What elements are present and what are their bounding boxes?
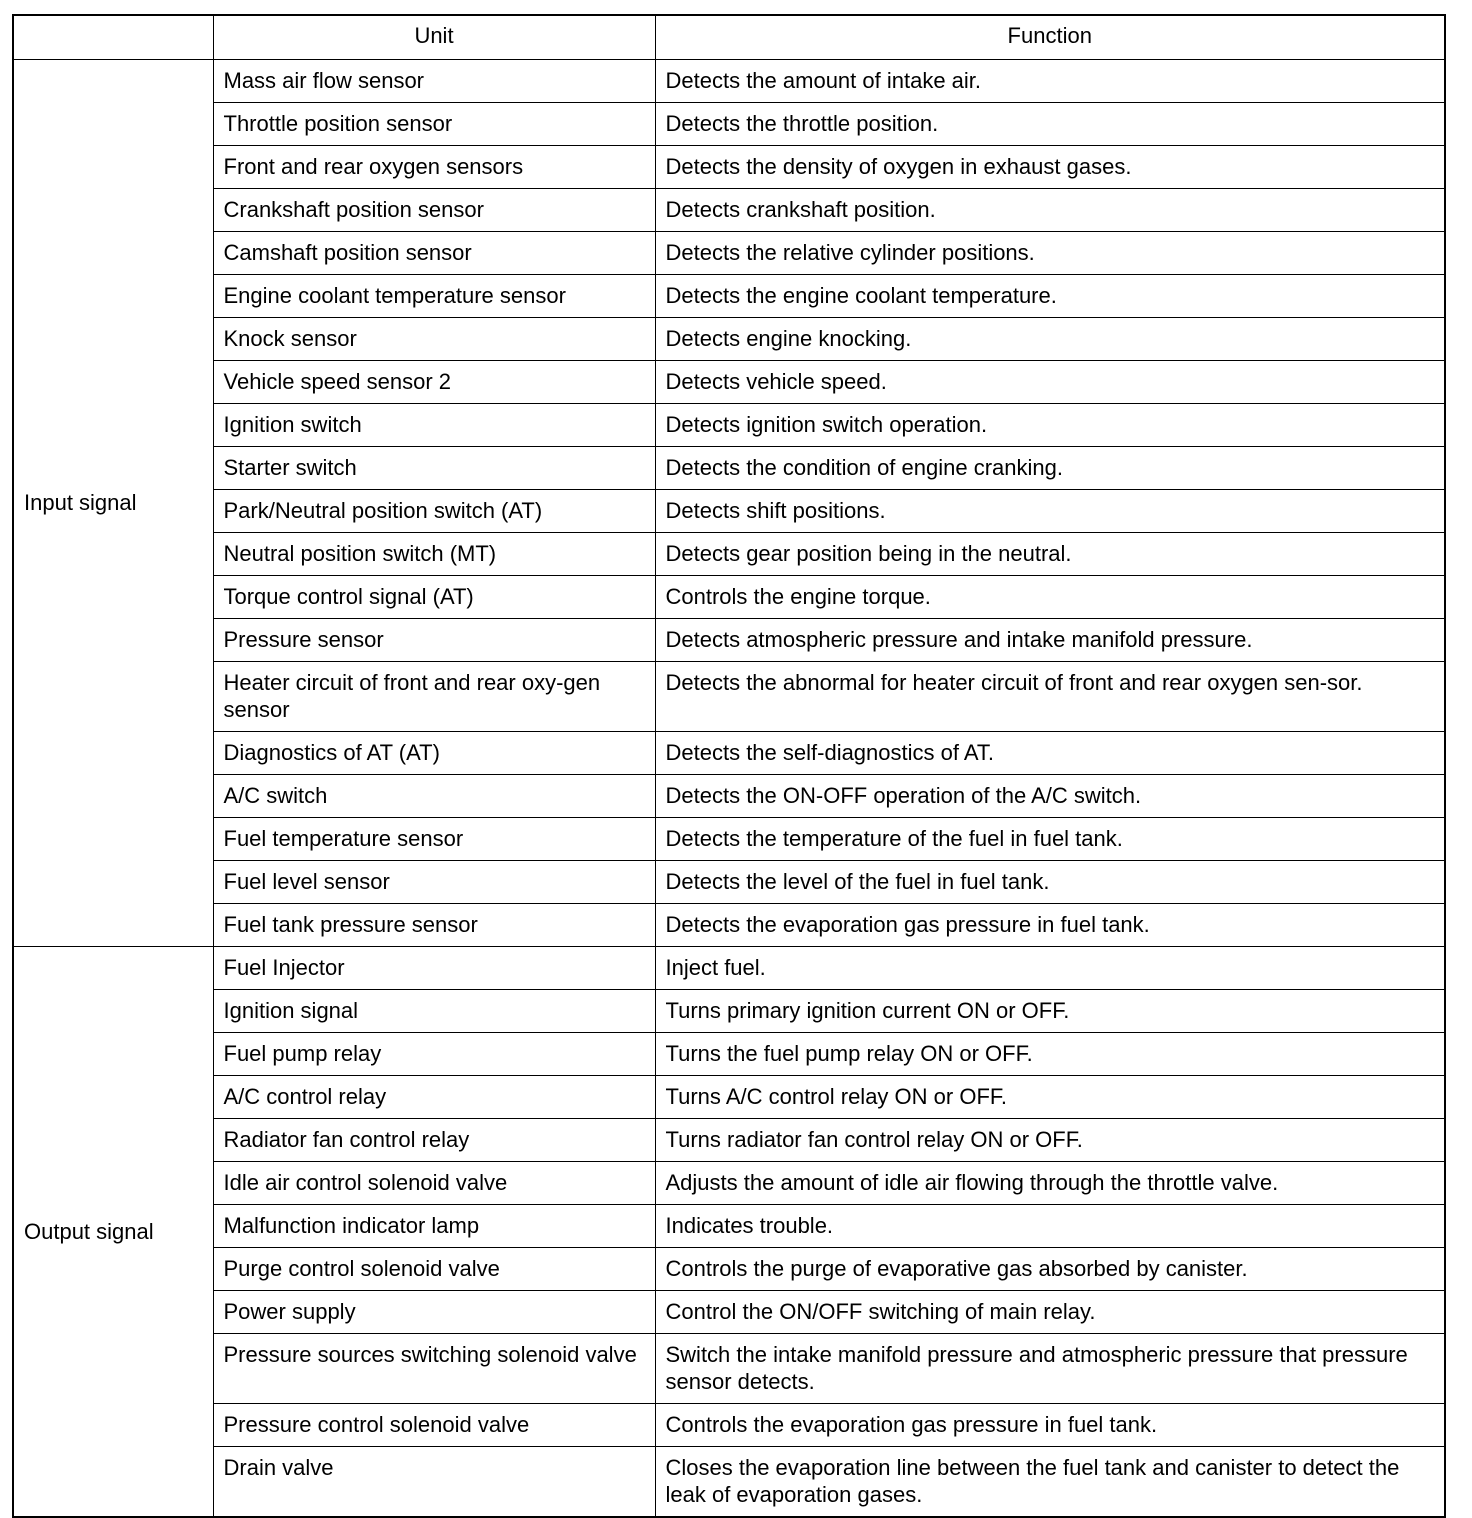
function-cell: Detects ignition switch operation. <box>655 404 1445 447</box>
table-row <box>13 775 1445 818</box>
header-blank <box>13 15 213 60</box>
unit-cell: Fuel Injector <box>213 947 655 990</box>
header-unit: Unit <box>213 15 655 60</box>
function-cell: Detects engine knocking. <box>655 318 1445 361</box>
function-cell: Detects the density of oxygen in exhaust gases. <box>655 146 1445 189</box>
function-cell: Adjusts the amount of idle air flowing through the throttle valve. <box>655 1162 1445 1205</box>
unit-cell: A/C switch <box>213 775 655 818</box>
function-cell: Turns radiator fan control relay ON or OFF. <box>655 1119 1445 1162</box>
function-cell: Detects the condition of engine cranking. <box>655 447 1445 490</box>
function-cell: Closes the evaporation line between the fuel tank and canister to detect the leak of evaporation gases. <box>655 1447 1445 1518</box>
unit-cell: Fuel tank pressure sensor <box>213 904 655 947</box>
function-cell: Inject fuel. <box>655 947 1445 990</box>
unit-cell: Ignition switch <box>213 404 655 447</box>
table-row <box>13 1119 1445 1162</box>
unit-cell: Crankshaft position sensor <box>213 189 655 232</box>
unit-cell: Park/Neutral position switch (AT) <box>213 490 655 533</box>
function-cell: Indicates trouble. <box>655 1205 1445 1248</box>
table-row <box>13 318 1445 361</box>
function-cell: Detects the level of the fuel in fuel tank. <box>655 861 1445 904</box>
unit-cell: Pressure sensor <box>213 619 655 662</box>
unit-cell: Fuel pump relay <box>213 1033 655 1076</box>
table-row <box>13 232 1445 275</box>
function-cell: Turns A/C control relay ON or OFF. <box>655 1076 1445 1119</box>
unit-cell: Throttle position sensor <box>213 103 655 146</box>
table-row <box>13 990 1445 1033</box>
table-row <box>13 189 1445 232</box>
function-cell: Turns the fuel pump relay ON or OFF. <box>655 1033 1445 1076</box>
function-cell: Detects the self-diagnostics of AT. <box>655 732 1445 775</box>
input-signal-group-label: Input signal <box>13 60 213 947</box>
function-cell: Detects the relative cylinder positions. <box>655 232 1445 275</box>
function-cell: Detects the throttle position. <box>655 103 1445 146</box>
unit-cell: Radiator fan control relay <box>213 1119 655 1162</box>
unit-cell: A/C control relay <box>213 1076 655 1119</box>
unit-cell: Ignition signal <box>213 990 655 1033</box>
table-row <box>13 662 1445 732</box>
table-row <box>13 1076 1445 1119</box>
table-row <box>13 1291 1445 1334</box>
unit-cell: Neutral position switch (MT) <box>213 533 655 576</box>
table-row <box>13 103 1445 146</box>
unit-cell: Knock sensor <box>213 318 655 361</box>
unit-cell: Mass air flow sensor <box>213 60 655 103</box>
table-row <box>13 818 1445 861</box>
unit-cell: Camshaft position sensor <box>213 232 655 275</box>
function-cell: Turns primary ignition current ON or OFF. <box>655 990 1445 1033</box>
table-row <box>13 619 1445 662</box>
function-cell: Detects vehicle speed. <box>655 361 1445 404</box>
unit-cell: Vehicle speed sensor 2 <box>213 361 655 404</box>
function-cell: Detects crankshaft position. <box>655 189 1445 232</box>
table-row <box>13 947 1445 990</box>
table-row <box>13 1248 1445 1291</box>
table-row <box>13 576 1445 619</box>
function-cell: Controls the evaporation gas pressure in fuel tank. <box>655 1404 1445 1447</box>
table-body <box>13 60 1445 1518</box>
table-row <box>13 533 1445 576</box>
output-signal-group-label: Output signal <box>13 947 213 1518</box>
table-row <box>13 60 1445 103</box>
function-cell: Switch the intake manifold pressure and atmospheric pressure that pressure sensor detects. <box>655 1334 1445 1404</box>
function-cell: Detects the ON-OFF operation of the A/C switch. <box>655 775 1445 818</box>
unit-cell: Purge control solenoid valve <box>213 1248 655 1291</box>
table-row <box>13 1447 1445 1518</box>
table-row <box>13 1334 1445 1404</box>
function-cell: Detects the amount of intake air. <box>655 60 1445 103</box>
table-row <box>13 1033 1445 1076</box>
table-row <box>13 1404 1445 1447</box>
function-cell: Controls the purge of evaporative gas absorbed by canister. <box>655 1248 1445 1291</box>
unit-cell: Starter switch <box>213 447 655 490</box>
table-row <box>13 732 1445 775</box>
table-row <box>13 146 1445 189</box>
function-cell: Controls the engine torque. <box>655 576 1445 619</box>
unit-cell: Pressure control solenoid valve <box>213 1404 655 1447</box>
table-row <box>13 447 1445 490</box>
function-cell: Control the ON/OFF switching of main relay. <box>655 1291 1445 1334</box>
function-cell: Detects gear position being in the neutral. <box>655 533 1445 576</box>
unit-cell: Power supply <box>213 1291 655 1334</box>
function-cell: Detects the abnormal for heater circuit of front and rear oxygen sen-sor. <box>655 662 1445 732</box>
unit-cell: Torque control signal (AT) <box>213 576 655 619</box>
unit-cell: Pressure sources switching solenoid valve <box>213 1334 655 1404</box>
unit-cell: Fuel temperature sensor <box>213 818 655 861</box>
table-row <box>13 1205 1445 1248</box>
function-cell: Detects the temperature of the fuel in fuel tank. <box>655 818 1445 861</box>
unit-cell: Engine coolant temperature sensor <box>213 275 655 318</box>
unit-cell: Front and rear oxygen sensors <box>213 146 655 189</box>
function-cell: Detects atmospheric pressure and intake manifold pressure. <box>655 619 1445 662</box>
unit-cell: Diagnostics of AT (AT) <box>213 732 655 775</box>
table-row <box>13 490 1445 533</box>
table-row <box>13 275 1445 318</box>
header-function: Function <box>655 15 1445 60</box>
header-row <box>13 15 1445 60</box>
function-cell: Detects the evaporation gas pressure in fuel tank. <box>655 904 1445 947</box>
signal-table-container <box>12 14 1444 1518</box>
unit-cell: Heater circuit of front and rear oxy-gen sensor <box>213 662 655 732</box>
unit-cell: Fuel level sensor <box>213 861 655 904</box>
table-row <box>13 904 1445 947</box>
function-cell: Detects the engine coolant temperature. <box>655 275 1445 318</box>
table-row <box>13 861 1445 904</box>
function-cell: Detects shift positions. <box>655 490 1445 533</box>
table-row <box>13 361 1445 404</box>
table-row <box>13 1162 1445 1205</box>
unit-cell: Drain valve <box>213 1447 655 1518</box>
unit-cell: Malfunction indicator lamp <box>213 1205 655 1248</box>
table-row <box>13 404 1445 447</box>
signal-function-table <box>12 14 1446 1518</box>
unit-cell: Idle air control solenoid valve <box>213 1162 655 1205</box>
